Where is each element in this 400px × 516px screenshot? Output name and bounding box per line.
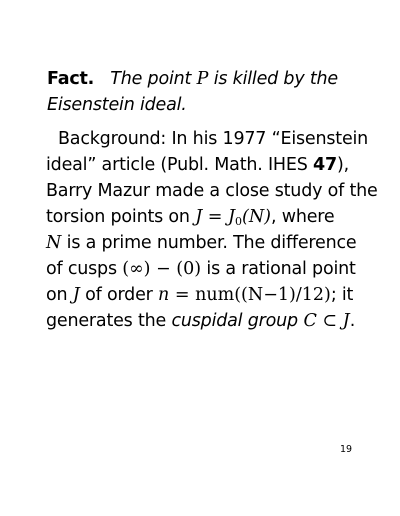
paragraph-line: torsion points on $J = J_0(N)$, where [46, 207, 335, 228]
fact-label: Fact. [47, 69, 95, 89]
fact-statement [47, 66, 367, 118]
page-number: 19 [340, 444, 353, 455]
paragraph-line: generates the cuspidal group C ⊂ J. [46, 311, 356, 331]
paragraph-line: ideal” article (Publ. Math. IHES 47), [46, 155, 349, 175]
paragraph-line: of cusps (∞) − (0) is a rational point [46, 259, 356, 279]
point-variable: P [196, 69, 209, 89]
volume-number: 47 [313, 155, 337, 175]
paragraph-line: Background: In his 1977 “Eisenstein [58, 129, 369, 149]
background-paragraph [46, 126, 378, 334]
paragraph-line: N is a prime number. The difference [46, 233, 357, 253]
paragraph-line: Barry Mazur made a close study of the [46, 181, 378, 201]
fact-text: The point P is killed by the Eisenstein ideal. [47, 69, 338, 115]
cuspidal-group-term: cuspidal group [171, 311, 298, 331]
paragraph-line: on J of order n = num((N−1)/12); it [46, 285, 354, 305]
